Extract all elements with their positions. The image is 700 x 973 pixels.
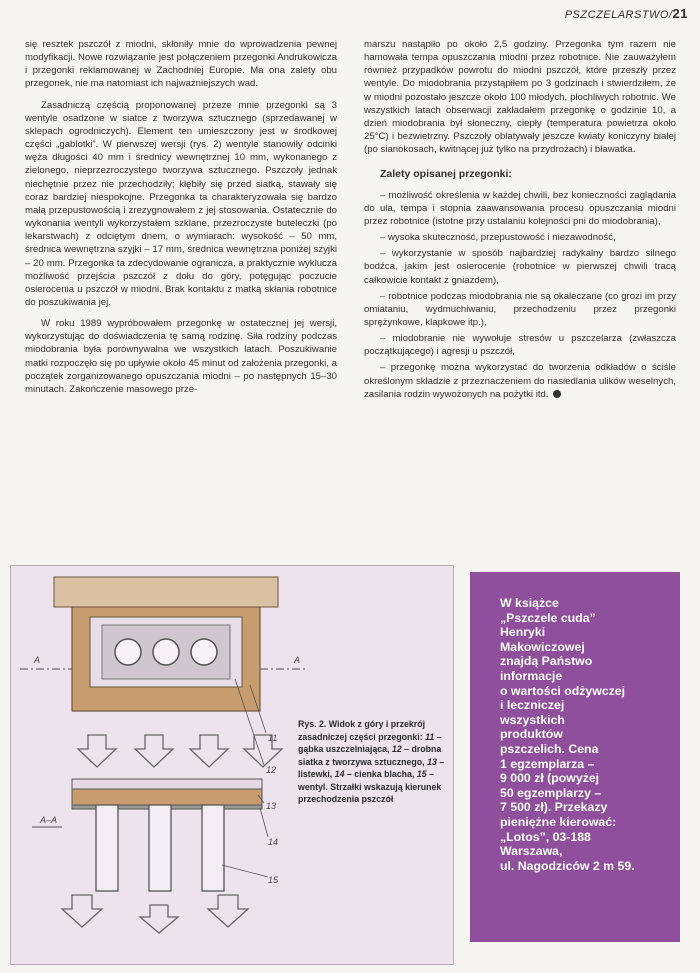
bullet-item: – możliwość określenia w każdej chwili, bez konieczności zaglądania do ula, tempa i stopnia zaawansowania procesu opuszczania miodni przez robotnice (istotne przy ustalaniu kolejności pni do miodobrania), bbox=[364, 189, 676, 227]
section-title: Zalety opisanej przegonki: bbox=[380, 168, 512, 181]
end-mark-icon bbox=[553, 390, 561, 398]
caption-num: 11 bbox=[425, 731, 435, 742]
bullet-item: – robotnice podczas miodobrania nie są okaleczane (co grozi im przy omiataniu, wydmuchiwaniu, przechodzeniu przez przegonki sprężynkowe, klapkowe itp.), bbox=[364, 290, 676, 328]
caption-text: – wentyl. bbox=[298, 769, 434, 792]
caption-num: 13 bbox=[427, 756, 437, 767]
ad-line: Henryki bbox=[500, 625, 546, 640]
ad-line: 1 egzemplarza – bbox=[500, 756, 595, 771]
label-12: 12 bbox=[266, 765, 277, 775]
caption-text: – listewki, bbox=[298, 756, 445, 779]
label-a-right: A bbox=[294, 655, 301, 665]
ad-line: Warszawa, bbox=[500, 844, 563, 859]
ad-line: pieniężne kierować: bbox=[500, 814, 617, 829]
ad-line: 9 000 zł (powyżej bbox=[500, 771, 600, 786]
ad-line: „Lotos”, 03-188 bbox=[500, 829, 591, 844]
label-13: 13 bbox=[266, 801, 277, 811]
figure-caption bbox=[298, 718, 448, 806]
paragraph: Zasadniczą częścią proponowanej przeze mnie przegonki są 3 wentyle osadzone w siatce z tworzywa sztucznego (sprzedawanej w sklepach ogrodniczych). Element ten umieszczony jest w środkowej części „gablotki”. W pierwszej wersji (rys. 2) wentyle stanowiły odcinki węża długości 40 mm i średnicy wewnętrznej 10 mm, wykonanego z zielonego, nieprzezroczystego tworzywa sztucznego. Pszczoły jednak niechętnie przez nie przechodziły; kłębiły się przed siatką, stawały się coraz bardziej niespokojne. Przegonka ta charakteryzowała się bardzo małą przepustowością i zrezygnowałem z jej stosowania. Ostatecznie do wykonania wentyli wykorzystałem szklane, przezroczyste buteleczki (po lekarstwach) z odciętym dnem, o wymiarach: wysokość – 50 mm, średnica wewnętrzna szyjki – 17 mm, średnica wewnętrzna poniżej szyjki – 20 mm. Przegonka ta zdecydowanie ogranicza, a praktycznie wyklucza możliwość przejścia pszczół z dołu do góry, potęgując poczucie osierocenia u pszczół w miodni. Brak kontaktu z matką skłania robotnice do poszukiwania jej. bbox=[25, 99, 337, 308]
label-14: 14 bbox=[268, 837, 279, 847]
ad-line: ul. Nagodziców 2 m 59. bbox=[500, 858, 635, 873]
ad-line: W książce bbox=[500, 596, 559, 610]
label-11: 11 bbox=[268, 733, 278, 743]
frame-top-bevel bbox=[54, 577, 278, 607]
page-number: 21 bbox=[672, 6, 688, 21]
caption-num: 15 bbox=[416, 769, 427, 779]
ad-line: wszystkich bbox=[500, 712, 565, 727]
ad-line: 7 500 zł). Przekazy bbox=[500, 800, 608, 815]
bullet-item: – miodobranie nie wywołuje stresów u pszczelarza (zwłaszcza początkującego) i agresji u pszczół, bbox=[364, 333, 676, 358]
running-header bbox=[565, 6, 688, 21]
paragraph: W roku 1989 wypróbowałem przegonkę w ostatecznej jej wersji, wykorzystując do doświadczenia tę samą rodzinę. Siła rodziny podczas miodobrania była porównywalna we wszystkich latach. Poszukiwanie matki rozpoczęło się po upływie około 45 minut od założenia przegonki, a początek zorganizowanego opuszczania miodni – po następnych 15–30 minutach. Zakończenie masowego prze- bbox=[25, 318, 337, 395]
bullet-item: – przegonkę można wykorzystać do tworzenia odkładów o ściśle określonym składzie z przeznaczeniem do nasiedlania ulików weselnych, zasilania rodzin wywożonych na pożytki itd. bbox=[364, 362, 676, 400]
book-advertisement bbox=[470, 572, 680, 942]
section-name: PSZCZELARSTWO/ bbox=[564, 9, 673, 21]
caption-text: – cienka blacha, bbox=[344, 769, 417, 779]
label-section-aa: A–A bbox=[40, 815, 58, 825]
ventile-tubes bbox=[96, 805, 224, 891]
mesh-layer bbox=[72, 779, 262, 789]
label-15: 15 bbox=[268, 875, 279, 885]
bullet-item: – wykorzystanie w sposób najbardziej radykalny bardzo silnego bodźca, jakim jest osierocenie (robotnice w pierwszej chwili tracą całkowicie kontakt z gniazdem), bbox=[364, 248, 676, 286]
ad-line: informacje bbox=[500, 668, 563, 683]
ad-line: i leczniczej bbox=[500, 698, 565, 713]
ad-line: Makowiczowej bbox=[500, 639, 585, 654]
ad-line: „Pszczele cuda” bbox=[500, 610, 596, 625]
bullet-item: – wysoka skuteczność, przepustowość i niezawodność, bbox=[380, 232, 616, 244]
caption-text: – gąbka uszczelniająca, bbox=[298, 731, 442, 754]
ventile-top-view bbox=[115, 639, 217, 665]
caption-text: – drobna siatka z tworzywa sztucznego, bbox=[298, 744, 442, 767]
caption-lead: Rys. 2. Widok z góry i przekrój zasadniczej części przegonki: bbox=[298, 719, 426, 742]
ad-line: o wartości odżywczej bbox=[500, 683, 626, 698]
paragraph: się resztek pszczół z miodni, skłoniły mnie do wprowadzenia pewnej modyfikacji. Nowe rozwiązanie jest połączeniem przegonki Andrukowicza i przegonki reklamowanej w Zachodniej Europie. Ma ona zalety obu przegonek, nie ma natomiast ich najważniejszych wad. bbox=[25, 39, 337, 90]
label-a-left: A bbox=[34, 655, 41, 665]
caption-tail: Strzałki wskazują kierunek przechodzenia pszczół bbox=[298, 781, 442, 804]
paragraph: marszu nastąpiło po około 2,5 godziny. Przegonka tym razem nie hamowała tempa opuszczania miodni przez robotnice. Nie zauważyłem również przypadków powrotu do miodni pszczół, które przeszły przez wentyle. Do miodobrania przystąpiłem po 3 godzinach i stwierdziłem, że w miodni pozostało jeszcze około 100 młodych, płochliwych robotnic. We wszystkich latach obserwacji zakładałem przegonkę o godzinie 10, a dzień miodobrania był słoneczny, ciepły (temperatura powietrza około 25°C) i bezwietrzny. Pszczoły oblatywały jeszcze kwiaty koniczyny białej (po sianokosach, kwitnącej już tylko na przydrożach) i bławatka. bbox=[364, 39, 676, 156]
left-column bbox=[25, 38, 337, 396]
ad-line: produktów bbox=[500, 727, 563, 742]
ad-text bbox=[500, 596, 670, 873]
slats bbox=[72, 789, 262, 805]
right-column bbox=[364, 38, 676, 401]
caption-num: 14 bbox=[334, 769, 345, 779]
down-arrows-upper bbox=[78, 735, 282, 767]
caption-num: 12 bbox=[391, 744, 402, 754]
down-arrows-lower bbox=[62, 895, 248, 933]
ad-line: pszczelich. Cena bbox=[500, 741, 599, 756]
ad-line: znajdą Państwo bbox=[500, 654, 593, 669]
ad-line: 50 egzemplarzy – bbox=[500, 785, 602, 800]
